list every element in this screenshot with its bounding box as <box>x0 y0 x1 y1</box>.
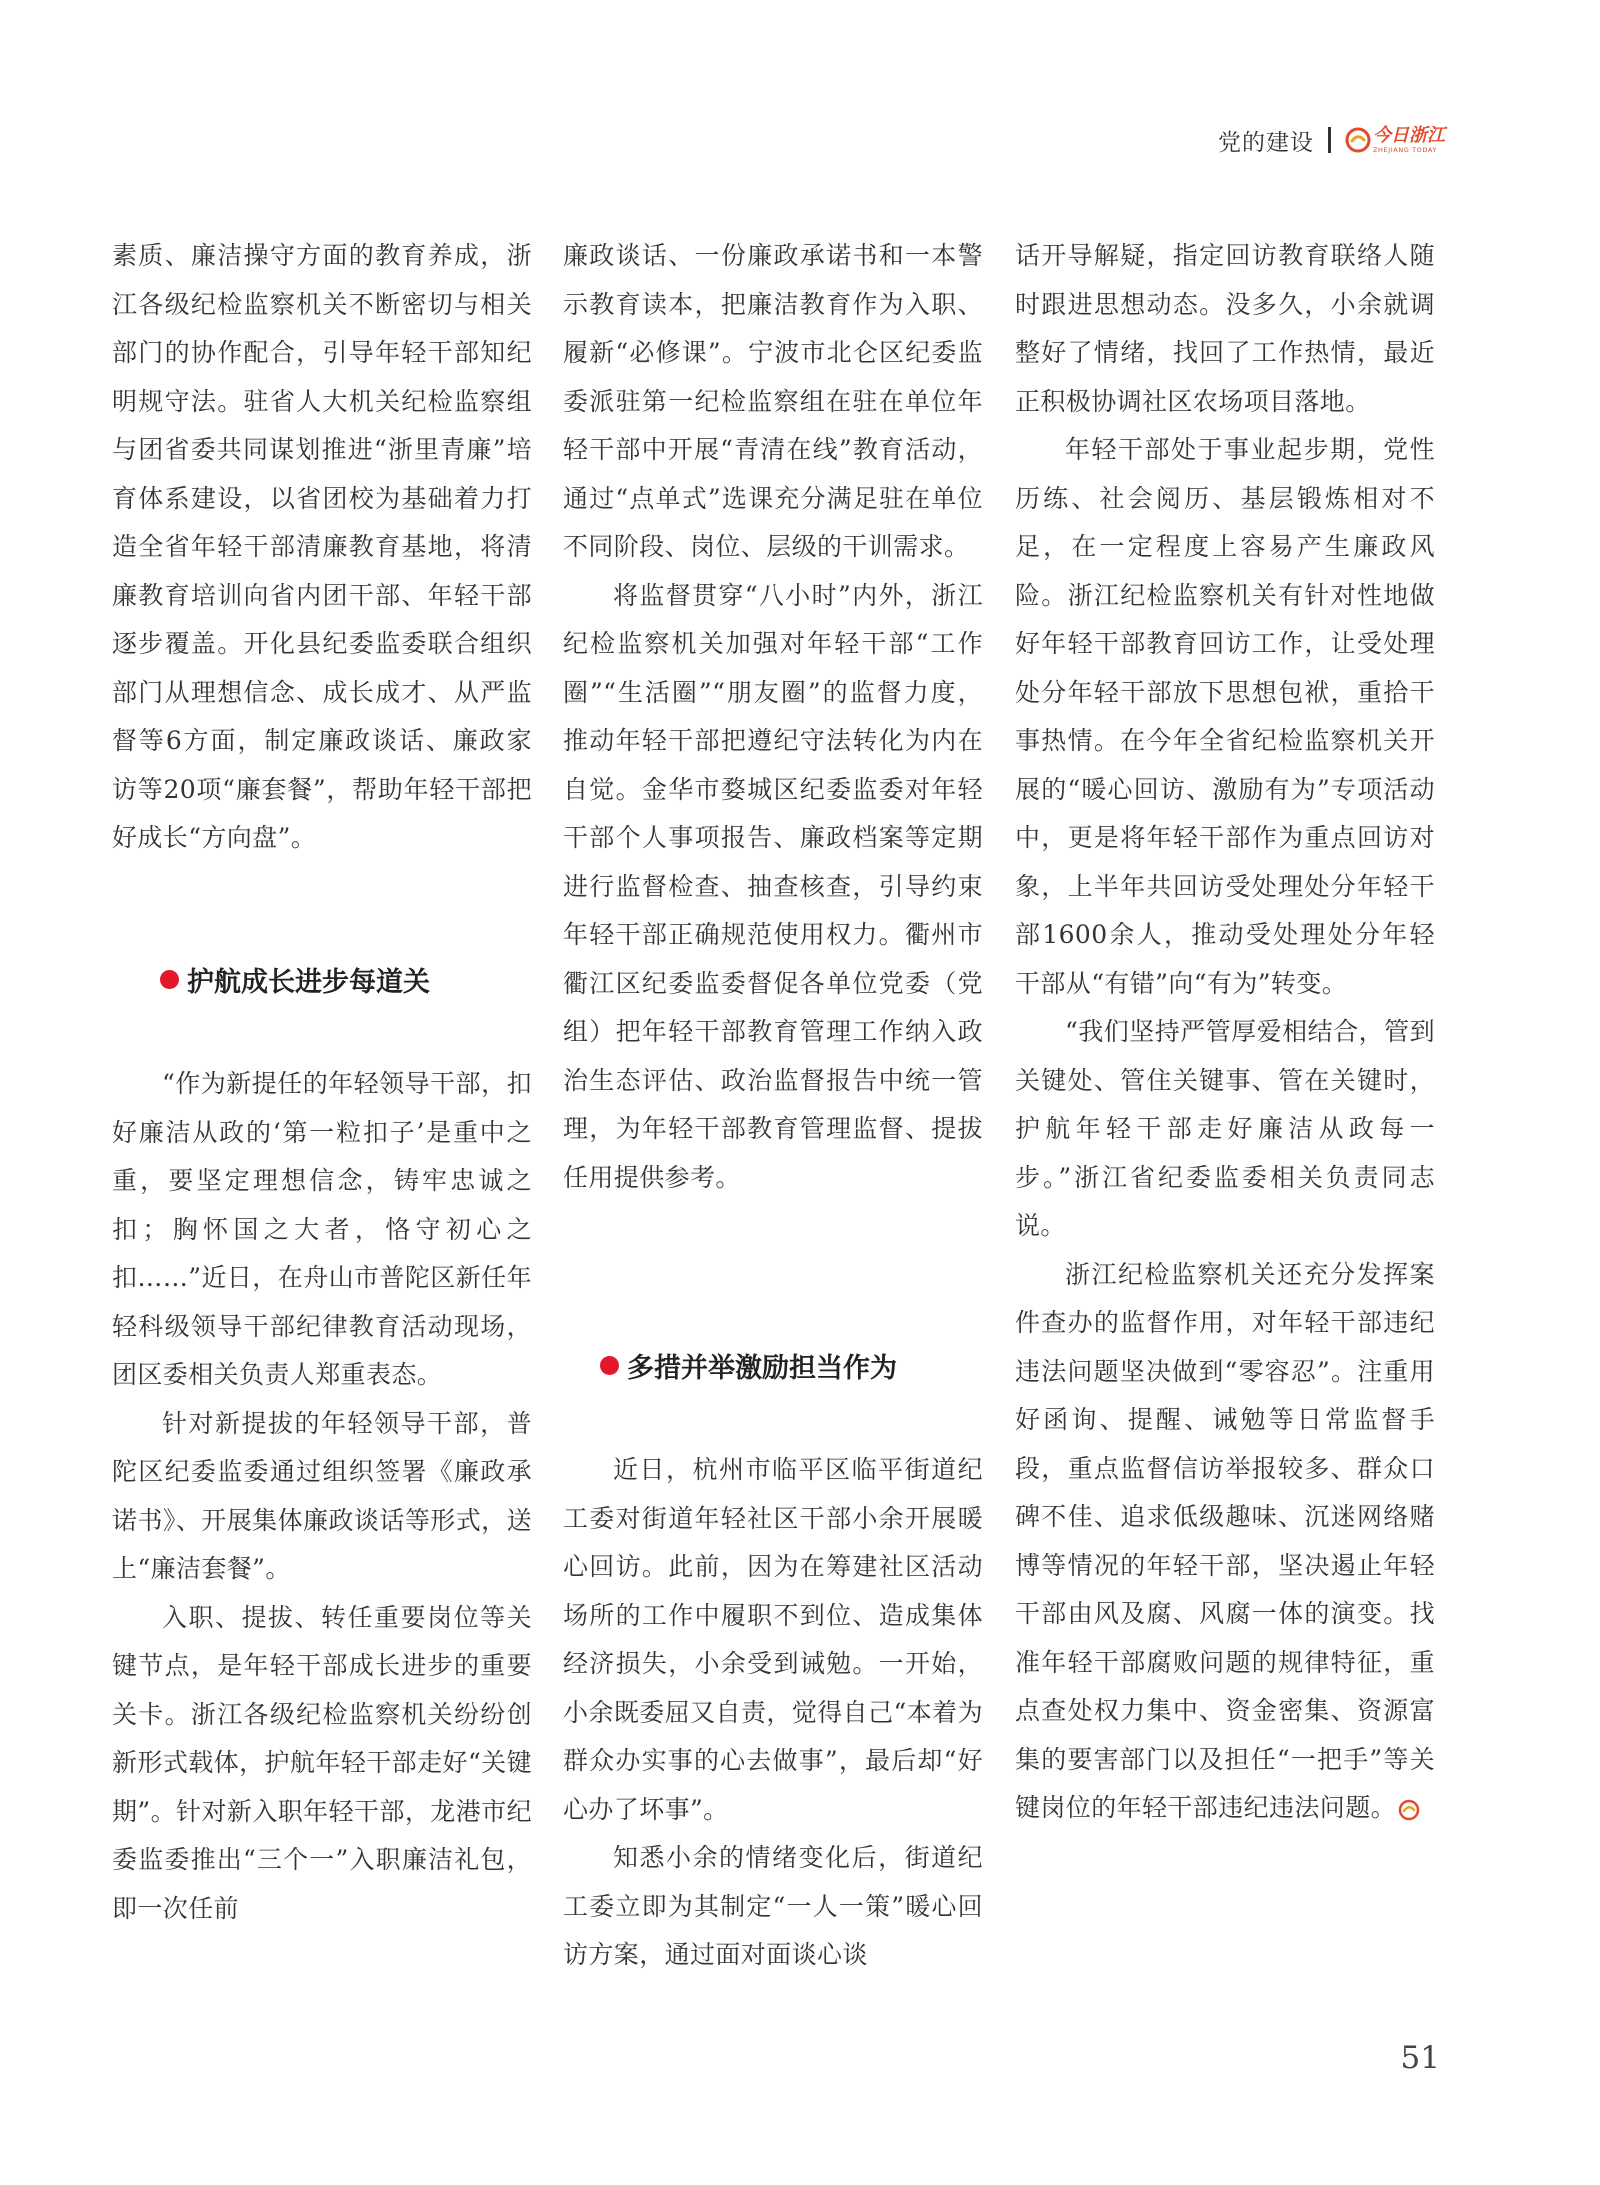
column-1 <box>112 232 532 863</box>
subheading-2 <box>600 1346 897 1385</box>
paragraph: 入职、提拔、转任重要岗位等关键节点，是年轻干部成长进步的重要关卡。浙江各级纪检监察机关纷纷创新形式载体，护航年轻干部走好“关键期”。针对新入职年轻干部，龙港市纪委监委推出“三个一”入职廉洁礼包，即一次任前 <box>112 1602 532 1923</box>
column-2 <box>563 232 983 1202</box>
paragraph: 素质、廉洁操守方面的教育养成，浙江各级纪检监察机关不断密切与相关部门的协作配合，引导年轻干部知纪明规守法。驻省人大机关纪检监察组与团省委共同谋划推进“浙里青廉”培育体系建设，以省团校为基础着力打造全省年轻干部清廉教育基地，将清廉教育培训向省内团干部、年轻干部逐步覆盖。开化县纪委监委联合组织部门从理想信念、成长成才、从严监督等6方面，制定廉政谈话、廉政家访等20项“廉套餐”，帮助年轻干部把好成长“方向盘”。 <box>112 241 532 852</box>
paragraph: 将监督贯穿“八小时”内外，浙江纪检监察机关加强对年轻干部“工作圈”“生活圈”“朋友圈”的监督力度，推动年轻干部把遵纪守法转化为内在自觉。金华市婺城区纪委监委对年轻干部个人事项报告、廉政档案等定期进行监督检查、抽查核查，引导约束年轻干部正确规范使用权力。衢州市衢江区纪委监委督促各单位党委（党组）把年轻干部教育管理工作纳入政治生态评估、政治监督报告中统一管理，为年轻干部教育管理监督、提拔任用提供参考。 <box>563 580 983 1192</box>
paragraph: “作为新提任的年轻领导干部，扣好廉洁从政的‘第一粒扣子’是重中之重，要坚定理想信念，铸牢忠诚之扣；胸怀国之大者，恪守初心之扣……”近日，在舟山市普陀区新任年轻科级领导干部纪律教育活动现场，团区委相关负责人郑重表态。 <box>112 1069 532 1389</box>
page-header <box>1218 118 1445 162</box>
section-title: 党的建设 <box>1218 129 1314 156</box>
subheading-1 <box>160 960 430 999</box>
column-3 <box>1015 232 1435 1833</box>
article-end-icon <box>1398 1799 1420 1821</box>
paragraph: “我们坚持严管厚爱相结合，管到关键处、管住关键事、管在关键时，护航年轻干部走好廉洁从政每一步。”浙江省纪委监委相关负责同志说。 <box>1015 1017 1435 1240</box>
logo-swirl-icon <box>1345 127 1371 153</box>
paragraph: 廉政谈话、一份廉政承诺书和一本警示教育读本，把廉洁教育作为入职、履新“必修课”。宁波市北仑区纪委监委派驻第一纪检监察组在驻在单位年轻干部中开展“青清在线”教育活动，通过“点单式”选课充分满足驻在单位不同阶段、岗位、层级的干训需求。 <box>563 241 983 561</box>
logo-text: 今日浙江 <box>1373 124 1445 146</box>
paragraph: 年轻干部处于事业起步期，党性历练、社会阅历、基层锻炼相对不足，在一定程度上容易产生廉政风险。浙江纪检监察机关有针对性地做好年轻干部教育回访工作，让受处理处分年轻干部放下思想包袱，重拾干事热情。在今年全省纪检监察机关开展的“暖心回访、激励有为”专项活动中，更是将年轻干部作为重点回访对象，上半年共回访受处理处分年轻干部1600余人，推动受处理处分年轻干部从“有错”向“有为”转变。 <box>1015 435 1435 998</box>
paragraph: 话开导解疑，指定回访教育联络人随时跟进思想动态。没多久，小余就调整好了情绪，找回了工作热情，最近正积极协调社区农场项目落地。 <box>1015 241 1435 416</box>
paragraph-text: 浙江纪检监察机关还充分发挥案件查办的监督作用，对年轻干部违纪违法问题坚决做到“零容忍”。注重用好函询、提醒、诫勉等日常监督手段，重点监督信访举报较多、群众口碑不佳、追求低级趣味、沉迷网络赌博等情况的年轻干部，坚决遏止年轻干部由风及腐、风腐一体的演变。找准年轻干部腐败问题的规律特征，重点查处权力集中、资金密集、资源富集的要害部门以及担任“一把手”等关键岗位的年轻干部违纪违法问题。 <box>1015 1259 1435 1822</box>
magazine-logo <box>1345 124 1445 154</box>
paragraph: 近日，杭州市临平区临平街道纪工委对街道年轻社区干部小余开展暖心回访。此前，因为在筹建社区活动场所的工作中履职不到位、造成集体经济损失，小余受到诫勉。一开始，小余既委屈又自责，觉得自己“本着为群众办实事的心去做事”，最后却“好心办了坏事”。 <box>563 1455 983 1824</box>
red-bullet-icon <box>600 1356 619 1375</box>
paragraph <box>1015 1251 1435 1833</box>
column-1-lower <box>112 1060 532 1933</box>
header-divider <box>1328 127 1331 153</box>
subheading-text: 护航成长进步每道关 <box>187 967 430 998</box>
paragraph: 针对新提拔的年轻领导干部，普陀区纪委监委通过组织签署《廉政承诺书》、开展集体廉政谈话等形式，送上“廉洁套餐”。 <box>112 1408 532 1583</box>
paragraph: 知悉小余的情绪变化后，街道纪工委立即为其制定“一人一策”暖心回访方案，通过面对面谈心谈 <box>563 1843 983 1969</box>
page-number: 51 <box>1400 2040 1440 2076</box>
logo-subtext: ZHEJIANG TODAY <box>1373 145 1437 154</box>
red-bullet-icon <box>160 970 179 989</box>
column-2-lower <box>563 1446 983 1980</box>
subheading-text: 多措并举激励担当作为 <box>627 1353 897 1384</box>
